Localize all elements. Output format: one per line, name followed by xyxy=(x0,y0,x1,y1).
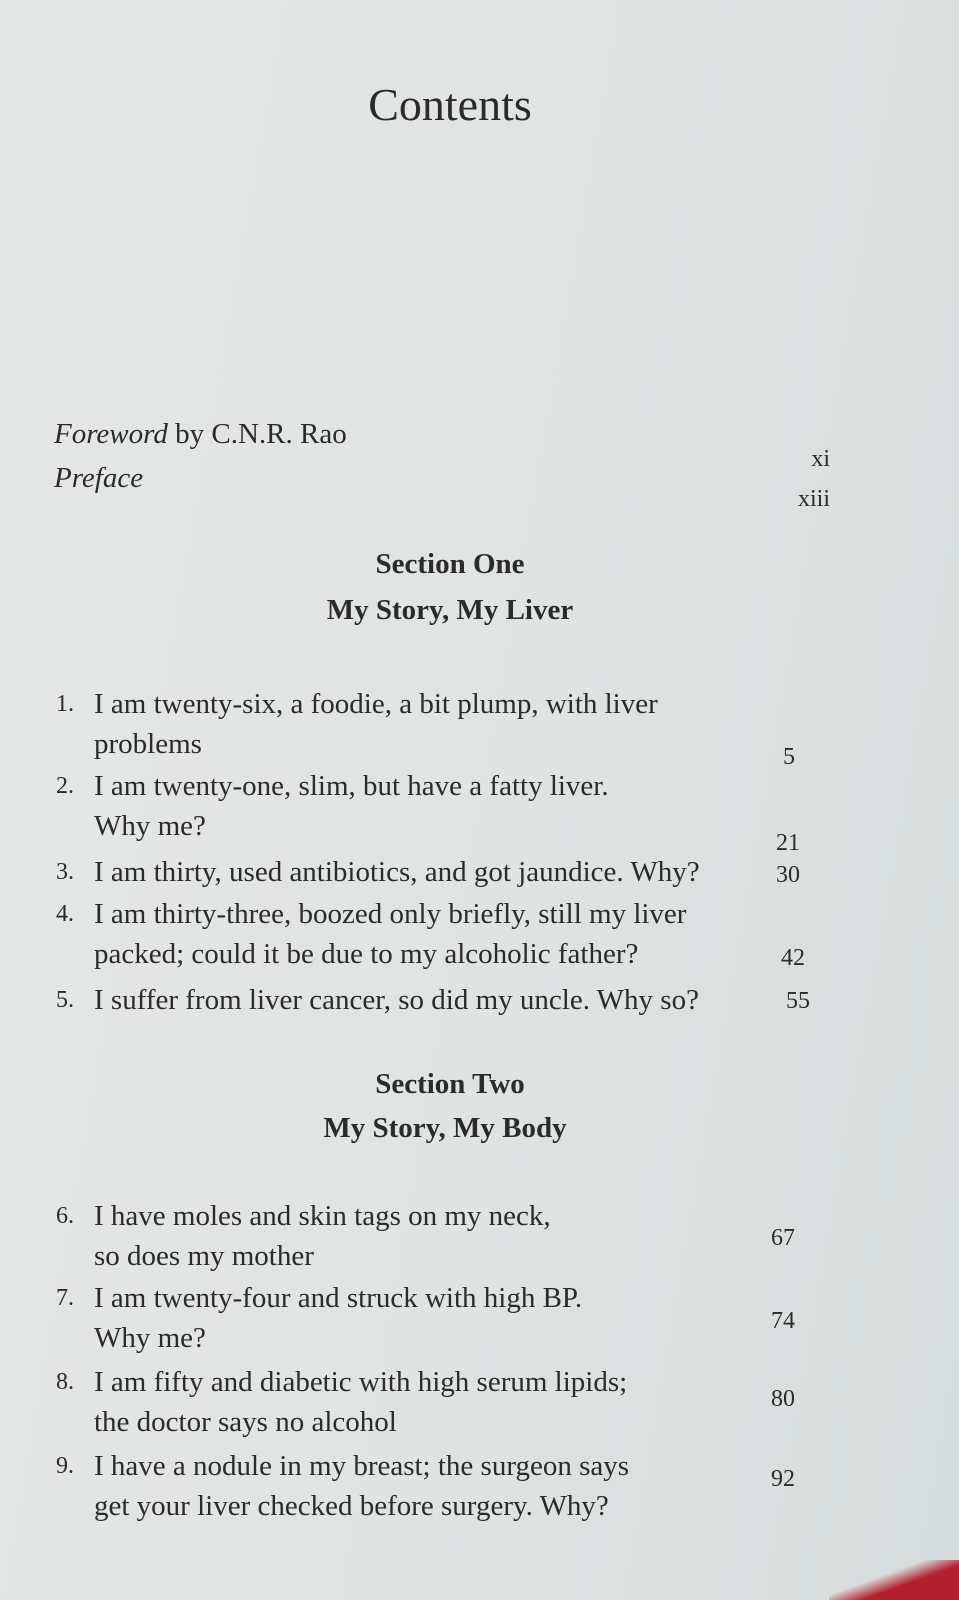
page-number: xi xyxy=(811,446,830,472)
toc-entry xyxy=(56,980,856,1020)
toc-entry xyxy=(56,852,816,892)
book-cover-edge xyxy=(829,1560,959,1600)
chapter-title-line: I am fifty and diabetic with high serum lipids; xyxy=(94,1366,628,1398)
chapter-title-line: I am twenty-six, a foodie, a bit plump, with liver xyxy=(94,688,658,720)
chapter-title-line: I am twenty-one, slim, but have a fatty liver. xyxy=(94,770,609,802)
toc-entry xyxy=(56,684,816,764)
toc-entry xyxy=(56,1278,816,1358)
section-subtitle: My Story, My Body xyxy=(323,1112,567,1144)
section-heading: Section One xyxy=(375,548,525,580)
chapter-title-line: problems xyxy=(94,728,202,760)
toc-entry xyxy=(56,1362,816,1442)
toc-entry xyxy=(56,1446,816,1526)
chapter-title-line: packed; could it be due to my alcoholic father? xyxy=(94,938,639,970)
page-number: 74 xyxy=(771,1308,795,1334)
chapter-title-line: so does my mother xyxy=(94,1240,314,1272)
entry-label-italic: Foreword xyxy=(54,418,168,450)
page-number: xiii xyxy=(797,486,830,512)
chapter-title-line: Why me? xyxy=(94,1322,206,1354)
entry-label-italic: Preface xyxy=(54,462,144,494)
page-number: 80 xyxy=(771,1386,795,1412)
chapter-number: 2. xyxy=(56,773,74,799)
chapter-number: 5. xyxy=(56,987,74,1013)
page-number: 42 xyxy=(781,945,805,971)
section-heading: Section Two xyxy=(375,1068,525,1100)
chapter-title-line: I have a nodule in my breast; the surgeon says xyxy=(94,1450,630,1482)
chapter-number: 6. xyxy=(56,1203,74,1229)
toc-entry-preface xyxy=(54,462,143,495)
chapter-title-line: I am thirty-three, boozed only briefly, still my liver xyxy=(94,898,687,930)
section-subtitle: My Story, My Liver xyxy=(326,594,574,626)
chapter-number: 3. xyxy=(56,859,74,885)
chapter-number: 7. xyxy=(56,1285,74,1311)
chapter-title-line: I am twenty-four and struck with high BP. xyxy=(94,1282,583,1314)
toc-entry xyxy=(56,1196,816,1276)
toc-entry-foreword xyxy=(54,418,347,451)
chapter-number: 9. xyxy=(56,1453,74,1479)
page-number: 30 xyxy=(776,862,800,888)
chapter-number: 8. xyxy=(56,1369,74,1395)
entry-label: by C.N.R. Rao xyxy=(167,418,347,450)
chapter-number: 1. xyxy=(56,691,74,717)
page-number: 92 xyxy=(771,1466,795,1492)
chapter-title-line: I suffer from liver cancer, so did my uncle. Why so? xyxy=(94,984,699,1016)
page-number: 21 xyxy=(776,830,800,856)
chapter-title-line: get your liver checked before surgery. Why? xyxy=(94,1490,609,1522)
page-title: Contents xyxy=(368,79,532,130)
page-number: 67 xyxy=(771,1225,795,1251)
chapter-title-line: I have moles and skin tags on my neck, xyxy=(94,1200,551,1232)
page-number: 5 xyxy=(783,744,795,770)
chapter-title-line: the doctor says no alcohol xyxy=(94,1406,397,1438)
page-number: 55 xyxy=(786,988,810,1014)
toc-entry xyxy=(56,894,816,974)
chapter-number: 4. xyxy=(56,901,74,927)
chapter-title-line: I am thirty, used antibiotics, and got jaundice. Why? xyxy=(94,856,700,888)
chapter-title-line: Why me? xyxy=(94,810,206,842)
toc-entry xyxy=(56,766,816,846)
